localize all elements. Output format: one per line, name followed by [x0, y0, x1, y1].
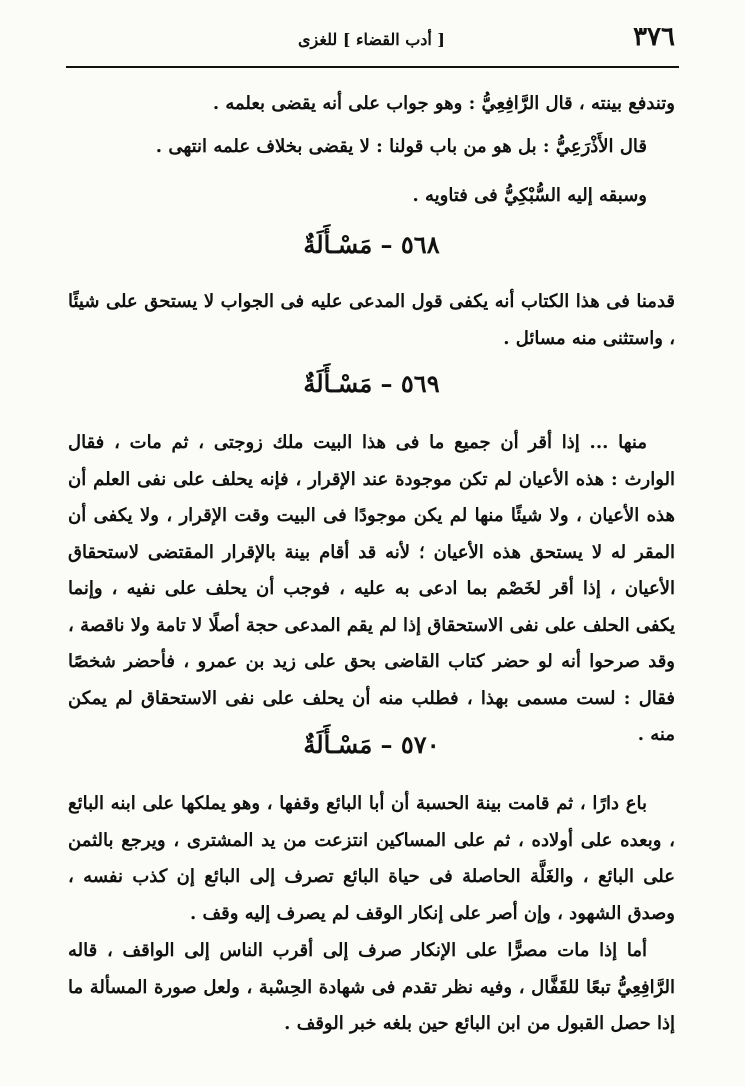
section-heading: ٥٦٨ – مَسْـأَلَةٌ	[303, 230, 440, 259]
paragraph: قال الأَذْرَعِيُّ : بل هو من باب قولنا : لا يقضى بخلاف علمه انتهى .	[155, 136, 647, 157]
section-heading: ٥٦٩ – مَسْـأَلَةٌ	[303, 369, 440, 398]
paragraph: باع دارًا ، ثم قامت بينة الحسبة أن أبا البائع وقفها ، وهو يملكها على ابنه البائع ، وبعده على أولاده ، ثم على المساكين انتزعت من يد المشترى ، ويرجع بالثمن على البائع ، والغَلَّة الحاصلة فى حياة البائع تصرف إلى البائع إن كذب نفسه ، وصدق الشهود ، وإن أصر على إنكار الوقف لم يصرف إليه وقف .	[68, 793, 675, 924]
paragraph: منها ... إذا أقر أن جميع ما فى هذا البيت ملك زوجتى ، ثم مات ، فقال الوارث : هذه الأعيان لم تكن موجودة عند الإقرار ، فإنه يحلف على نفى العلم أن هذه الأعيان ، ولا شيئًا منها لم يكن موجودًا فى البيت وقت الإقرار ، ولا يكفى أن المقر له لا يستحق هذه الأعيان ؛ لأنه قد أقام بينة بالإقرار المقتضى لاستحقاق الأعيان ، إذا أقر لخَصْم بما ادعى به عليه ، فوجب أن يحلف على نفيه ، وإنما يكفى الحلف على نفى الاستحقاق إذا لم يقم المدعى حجة أصلًا لا تامة ولا ناقصة ، وقد صرحوا أنه لو حضر كتاب القاضى بحق على زيد بن عمرو ، فأحضر شخصًا فقال : لست مسمى بهذا ، فطلب منه أن يحلف على نفى الاستحقاق لم يمكن منه .	[68, 432, 675, 745]
paragraph: قدمنا فى هذا الكتاب أنه يكفى قول المدعى عليه فى الجواب لا يستحق على شيئًا ، واستثنى منه مسائل .	[68, 291, 675, 349]
paragraph: وسبقه إليه السُّبْكِيُّ فى فتاويه .	[412, 185, 647, 206]
paragraph: أما إذا مات مصرًّا على الإنكار صرف إلى أقرب الناس إلى الواقف ، قاله الرَّافِعِيُّ تبعًا للقَفَّال ، وفيه نظر تقدم فى شهادة الحِسْبة ، ولعل صورة المسألة ما إذا حصل القبول من ابن البائع حين بلغه خبر الوقف .	[68, 940, 675, 1034]
section-heading: ٥٧٠ – مَسْـأَلَةٌ	[303, 730, 440, 759]
header-rule	[66, 66, 679, 68]
page-header	[68, 22, 675, 54]
running-title: [ أدب القضاء ] للغزى	[298, 30, 445, 49]
page-number: ٣٧٦	[633, 22, 675, 52]
paragraph: وتندفع بينته ، قال الرَّافِعِيُّ : وهو جواب على أنه يقضى بعلمه .	[212, 93, 675, 114]
